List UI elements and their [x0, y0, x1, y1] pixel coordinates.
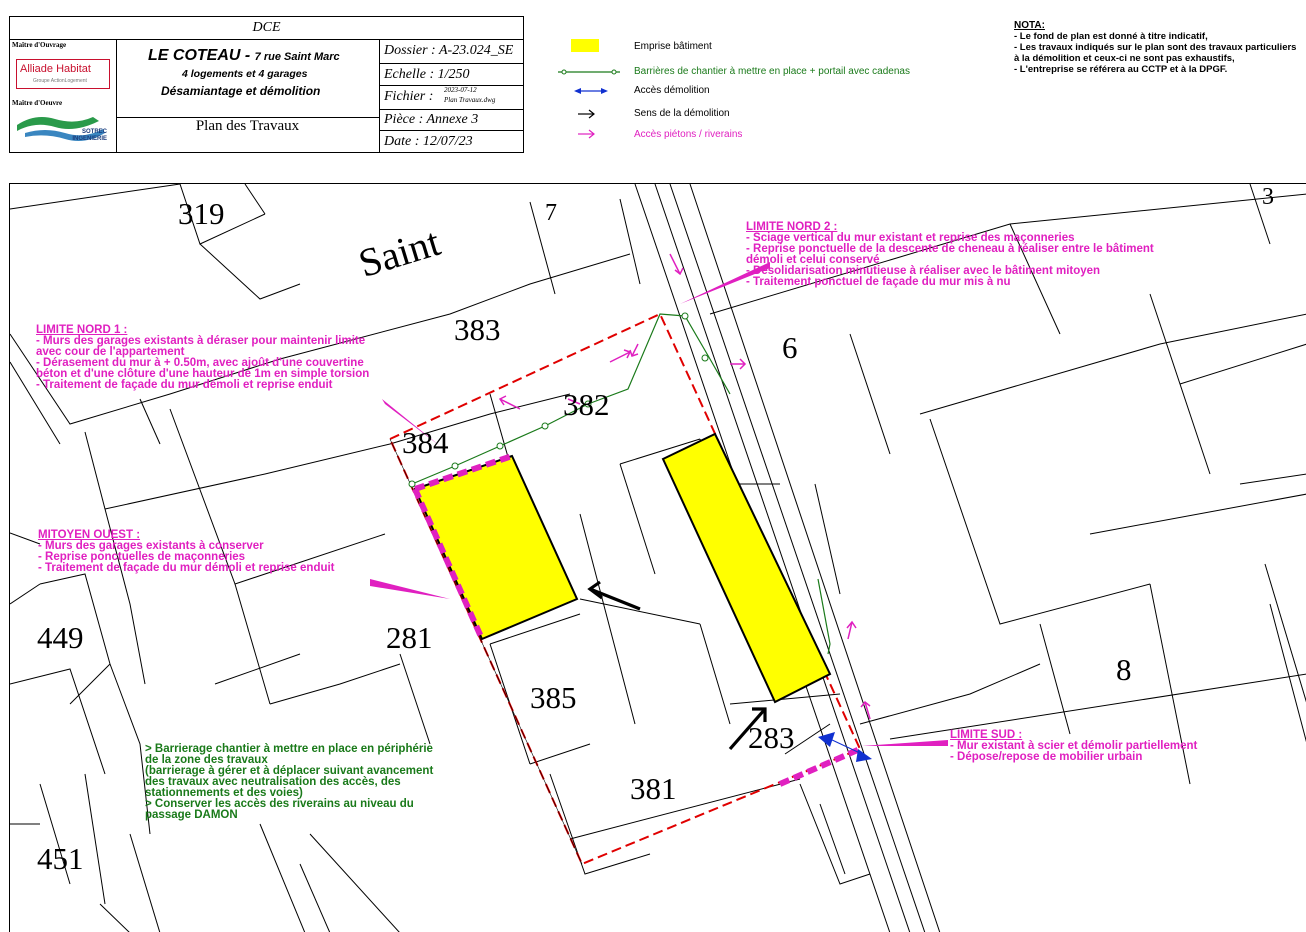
project-name: LE COTEAU - [148, 47, 251, 64]
ref-date: Date : 12/07/23 [384, 134, 473, 149]
plan-title: Plan des Travaux [195, 118, 300, 134]
manager-logo-sub: INGENIERIE [72, 136, 107, 142]
manager-logo [15, 111, 111, 149]
ref-echelle: Echelle : 1/250 [384, 67, 470, 82]
title-block [9, 16, 524, 153]
ref-piece: Pièce : Annexe 3 [384, 112, 479, 127]
parcel-number: 385 [530, 680, 577, 715]
note-mitoyen-ouest: MITOYEN OUEST : - Murs des garages existants à conserver - Reprise ponctuelles de maçonneries - Traitement de façade du mur démoli et reprise enduit [38, 529, 335, 574]
nota-title: NOTA: [1014, 20, 1045, 31]
owner-logo-text: Alliade Habitat [20, 63, 91, 75]
nota-line: - Les travaux indiqués sur le plan sont des travaux particuliers [1014, 42, 1297, 53]
note-limite-nord-1: LIMITE NORD 1 : - Murs des garages existants à déraser pour maintenir limite avec cour de l'appartement - Dérasement du mur à + 0.50m, avec ajoût d'une couvertine béton et d'une clôture d'une hauteur de 1m en simple torsion - Traitement de façade du mur démoli et reprise enduit [36, 324, 370, 391]
ref-fichier-name: Plan Travaux.dwg [444, 96, 496, 104]
nota-line: à la démolition et ceux-ci ne sont pas exhaustifs, [1014, 53, 1235, 64]
parcel-number: 381 [630, 771, 677, 806]
ref-fichier-date: 2023-07-12 [444, 86, 477, 94]
legend-demolition-direction: Sens de la démolition [634, 108, 730, 119]
parcel-number: 8 [1116, 652, 1132, 687]
legend-demolition-access: Accès démolition [634, 85, 710, 96]
project-desc: 4 logements et 4 garages [182, 68, 308, 80]
owner-logo-sub: Groupe ActionLogement [33, 78, 87, 84]
parcel-number: 281 [386, 620, 433, 655]
parcel-number: 6 [782, 330, 798, 365]
note-limite-sud: LIMITE SUD : - Mur existant à scier et démolir partiellement - Dépose/repose de mobilier urbain [950, 729, 1198, 763]
note-limite-nord-2: LIMITE NORD 2 : - Sciage vertical du mur existant et reprise des maçonneries - Reprise ponctuelle de la descente de cheneau à réaliser entre le bâtiment démoli et celui conservé - Désolidarisation minutieuse à réaliser avec le bâtiment mitoyen - Traitement ponctuel de façade du mur mis à nu [746, 221, 1154, 288]
project-address: 7 rue Saint Marc [254, 51, 340, 63]
parcel-number: 283 [748, 720, 795, 755]
title-block-header: DCE [10, 17, 523, 40]
note-barrierage: > Barrierage chantier à mettre en place en périphérie de la zone des travaux (barrierage à gérer et à déplacer suivant avancement des travaux avec neutralisation des accès, des stationnements et des voies) > Conserver les accès des riverains au niveau du passage DAMON [145, 743, 434, 821]
legend-emprise: Emprise bâtiment [634, 41, 712, 52]
legend-pedestrian-access: Accès piétons / riverains [634, 129, 743, 140]
manager-label: Maître d'Oeuvre [12, 99, 63, 107]
project-info [116, 39, 379, 118]
legend-barriers: Barrières de chantier à mettre en place + portail avec cadenas [634, 66, 910, 77]
street-name: Saint [353, 218, 446, 286]
parcel-number: 449 [37, 620, 84, 655]
parcel-number: 3 [1262, 184, 1274, 210]
legend-emprise-swatch [571, 39, 599, 52]
project-work: Désamiantage et démolition [161, 84, 321, 98]
owner-label: Maître d'Ouvrage [12, 41, 67, 49]
legend [556, 34, 996, 144]
legend-symbols [556, 34, 626, 144]
parcel-number: 7 [545, 200, 557, 226]
ref-dossier: Dossier : A-23.024_SE [384, 43, 514, 58]
parcel-number: 382 [563, 387, 610, 422]
parcel-number: 384 [402, 425, 449, 460]
manager-logo-text: SOTREC [81, 129, 107, 135]
parcel-number: 319 [178, 196, 225, 231]
nota-line: - Le fond de plan est donné à titre indicatif, [1014, 31, 1208, 42]
building-emprise-east [663, 434, 830, 702]
parcel-number: 451 [37, 841, 84, 876]
demolition-access-arrows [818, 732, 872, 762]
nota-line: - L'entreprise se référera au CCTP et à la DPGF. [1014, 64, 1228, 75]
nota-block [1014, 20, 1306, 75]
parcel-number: 383 [454, 312, 501, 347]
ref-fichier: Fichier : [384, 89, 434, 104]
site-plan [9, 183, 1306, 932]
owner-logo [16, 59, 110, 89]
